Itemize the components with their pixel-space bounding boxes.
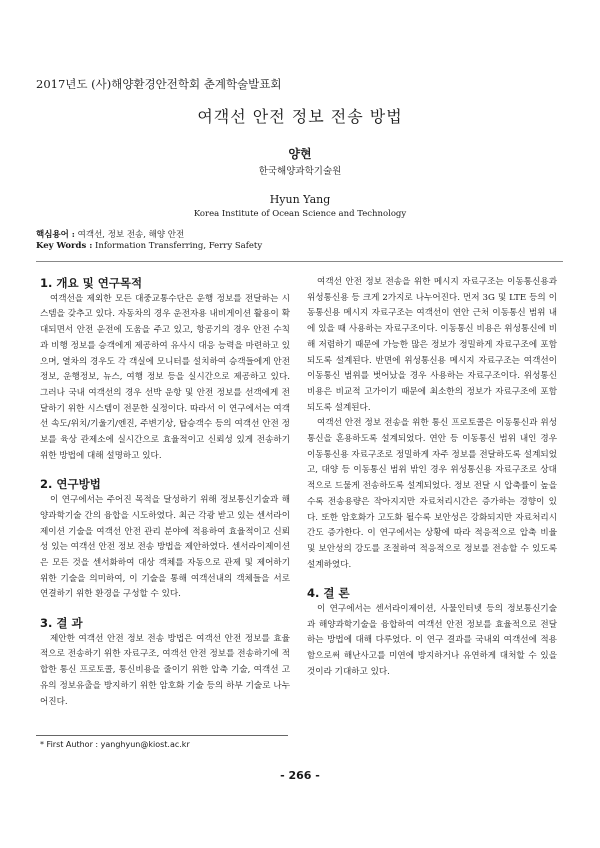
author-english: Hyun Yang [269,193,331,206]
keywords-english [36,241,262,251]
right-column [307,275,557,681]
keywords-korean-text: 여객선, 정보 전송, 해양 안전 [74,230,185,240]
affiliation-english: Korea Institute of Ocean Science and Technology [193,209,407,219]
section-text-intro: 여객선을 제외한 모든 대중교통수단은 운행 정보를 전달하는 시스템을 갖추고 있다. 자동차의 경우 운전자용 내비게이션 활용이 확대되면서 안전 운전에 도움을 주고 있고, 항공기의 경우 안전 수칙과 비행 정보를 승객에게 제공하여 유사시 대응 능력을 마련하고 있으며, 열차의 경우도 각 객실에 모니터를 설치하여 승객들에게 안전정보, 운행정보, 뉴스, 여행 정보 등을 실시간으로 제공하고 있다. 그러나 국내 여객선의 경우 선박 운항 및 안전 정보를 선객에게 전달하기 위한 시스템이 전문한 실정이다. 따라서 이 연구에서는 여객선 속도/위치/기울기/엔진, 주변기상, 탑승객수 등의 여객선 안전 정보를 육상 관제소에 실시간으로 효율적이고 신뢰성 있게 전송하기 위한 방법에 대해 설명하고 있다. [40,293,290,461]
keywords-korean [36,228,184,240]
section-heading-conclusion: 4. 결 론 [307,586,350,601]
left-column [40,276,290,710]
results-paragraph-data-structure: 여객선 안전 정보 전송을 위한 메시지 자료구조는 이동통신용과 위성통신용 등 크게 2가지로 나누어진다. 먼저 3G 및 LTE 등의 이동통신용 메시지 자료구조는 여객선이 연안 근처 이동통신 범위 내에 있을 때 사용하는 자료구조이다. 이동통신 비용은 위성통신에 비해 저렴하기 때문에 가능한 많은 정보가 정밀하게 자료구조에 포함되도록 설계된다. 반면에 위성통신용 메시지 자료구조는 여객선이 이동통신 범위를 벗어났을 경우 사용하는 자료구조이다. 위성통신 비용은 비교적 고가이기 때문에 최소한의 정보가 자료구조에 포함되도록 설계된다. [307,277,557,413]
section-heading-method: 2. 연구방법 [40,477,101,492]
keywords-english-text: Information Transferring, Ferry Safety [92,241,263,251]
results-paragraph-protocol: 여객선 안전 정보 전송을 위한 통신 프로토콜은 이동통신과 위성통신을 혼용하도록 설계되었다. 연안 등 이동통신 범위 내인 경우 이동통신용 자료구조로 정밀하게 자주 정보를 전달하도록 설계되었고, 대양 등 이동통신 범위 밖인 경우 위성통신용 자료구조로 상대적으로 드물게 전송하도록 설계되었다. 정보 전달 시 압축률이 높을수록 전송용량은 작아지지만 자료처리시간은 증가하는 경향이 있다. 또한 암호화가 고도화 될수록 보안성은 강화되지만 자료처리시간도 증가한다. 이 연구에서는 상황에 따라 적응적으로 압축 비율 및 보안성의 강도를 조절하여 적응적으로 정보를 전송할 수 있도록 설계하였다. [307,418,557,570]
section-text-method: 이 연구에서는 주어진 목적을 달성하기 위해 정보통신기술과 해양과학기술 간의 융합을 시도하였다. 최근 각광 받고 있는 센서라이제이션 기술을 여객선 안전 관리 분야에 적용하여 효율적이고 신뢰성 있는 여객선 안전 정보 전송 방법을 제안하였다. 센서라이제이션은 모든 것을 센서화하여 대상 객체를 자동으로 관제 및 제어하기 위한 기술을 의미하여, 이 기술을 통해 여객선내의 객체들을 서로 연결하기 위한 환경을 구성할 수 있다. [40,495,290,600]
section-heading-intro: 1. 개요 및 연구목적 [40,276,143,290]
section-heading-results: 3. 결 과 [40,616,83,631]
keywords-korean-label: 핵심용어 : [36,230,75,240]
section-text-conclusion: 이 연구에서는 센서라이제이션, 사물인터넷 등의 정보통신기술과 해양과학기술을 융합하여 여객선 안전 정보를 효율적으로 전달하는 방법에 대해 다루었다. 이 연구 결과를 국내외 여객선에 적용함으로써 해난사고를 미연에 방지하거나 유연하게 대처할 수 있을 것이라 기대하고 있다. [307,604,557,677]
conference-name: 2017년도 (사)해양환경안전학회 춘계학술발표회 [36,77,282,91]
keywords-english-label: Key Words : [36,241,93,251]
author-korean: 양현 [288,147,312,161]
section-text-results: 제안한 여객선 안전 정보 전송 방법은 여객선 안전 정보를 효율적으로 전송하기 위한 자료구조, 여객선 안전 정보를 전송하기에 적합한 통신 프로토콜, 통신비용을 줄이기 위한 압축 기술, 여객선 고유의 정보유출을 방지하기 위한 암호화 기술 등의 하부 기술로 나누어진다. [40,633,290,707]
header-divider [36,261,563,262]
paper-title: 여객선 안전 정보 전송 방법 [197,107,403,126]
page-number: - 266 - [280,769,320,782]
footnote-divider [36,735,288,736]
footnote-author-email: * First Author : yanghyun@kiost.ac.kr [40,740,190,749]
affiliation-korean: 한국해양과학기술원 [258,166,342,177]
